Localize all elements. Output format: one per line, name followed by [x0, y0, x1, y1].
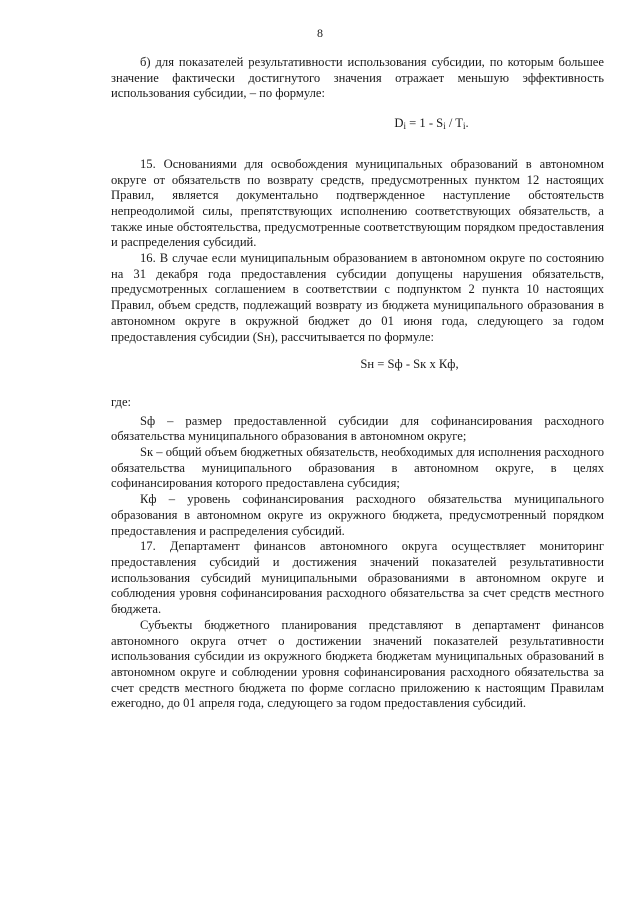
- definition-sf: Sф – размер предоставленной субсидии для софинансирования расходного обязательства муниципального образования в автономном округе;: [111, 413, 604, 444]
- formula-di-middle-sub: i: [443, 121, 446, 132]
- formula-di: [111, 116, 604, 135]
- formula-di-left: D: [394, 116, 404, 131]
- formula-di-middle: = 1 - S: [405, 116, 444, 131]
- formula-di-end: .: [465, 116, 469, 131]
- definition-sk: Sк – общий объем бюджетных обязательств, необходимых для исполнения расходного обязательства муниципального образования в автономном округе, в целях софинансирования которого предоставлена субсидия;: [111, 445, 604, 491]
- formula-di-left-sub: i: [403, 121, 406, 132]
- definition-kf: Кф – уровень софинансирования расходного обязательства муниципального образования в автономном округе из окружного бюджета, предусмотренный порядком предоставления и распределения субсидий.: [111, 492, 604, 538]
- paragraph-17: 17. Департамент финансов автономного округа осуществляет мониторинг предоставления субсидий и достижения значений показателей результативности использования субсидий муниципальными образованиями в автономном округе и соблюдения уровня софинансирования расходного обязательства за счет средств местного бюджета.: [111, 539, 604, 617]
- formula-di-right-sub: i: [462, 121, 466, 132]
- where-label: где:: [111, 394, 132, 409]
- document-body: [111, 55, 604, 712]
- paragraph-b: б) для показателей результативности использования субсидии, по которым большее значение фактически достигнутого значения отражает меньшую эффективность использования субсидии, – по формуле:: [111, 55, 604, 101]
- formula-sn: Sн = Sф - Sк x Кф,: [360, 357, 459, 372]
- formula-di-slash: / T: [445, 116, 463, 131]
- paragraph-16: 16. В случае если муниципальным образованием в автономном округе по состоянию на 31 декабря года предоставления субсидии допущены нарушения обязательств, предусмотренных соглашением в соответствии с подпунктом 2 пункта 10 настоящих Правил, объем средств, подлежащий возврату из бюджета муниципального образования в автономном округе в окружной бюджет до 01 июня года, следующего за годом предоставления субсидии (Sн), рассчитывается по формуле:: [111, 251, 604, 344]
- page-number: 8: [317, 26, 323, 40]
- paragraph-subjects: Субъекты бюджетного планирования представляют в департамент финансов автономного округа отчет о достижении значений показателей результативности использования субсидии из окружного бюджета бюджетам муниципальных образований в автономном округе и соблюдении уровня софинансирования расходного обязательства за счет средств местного бюджета по форме согласно приложению к настоящим Правилам ежегодно, до 01 апреля года, следующего за годом предоставления субсидий.: [111, 617, 604, 711]
- paragraph-15: 15. Основаниями для освобождения муниципальных образований в автономном округе от обязательств по возврату средств, предусмотренных пунктом 12 настоящих Правил, является документально подтвержденное наступление обстоятельств непреодолимой силы, препятствующих исполнению соответствующих обязательств, а также иные обстоятельства, предусмотренные соответствующим порядком предоставления и распределения субсидий.: [111, 156, 604, 250]
